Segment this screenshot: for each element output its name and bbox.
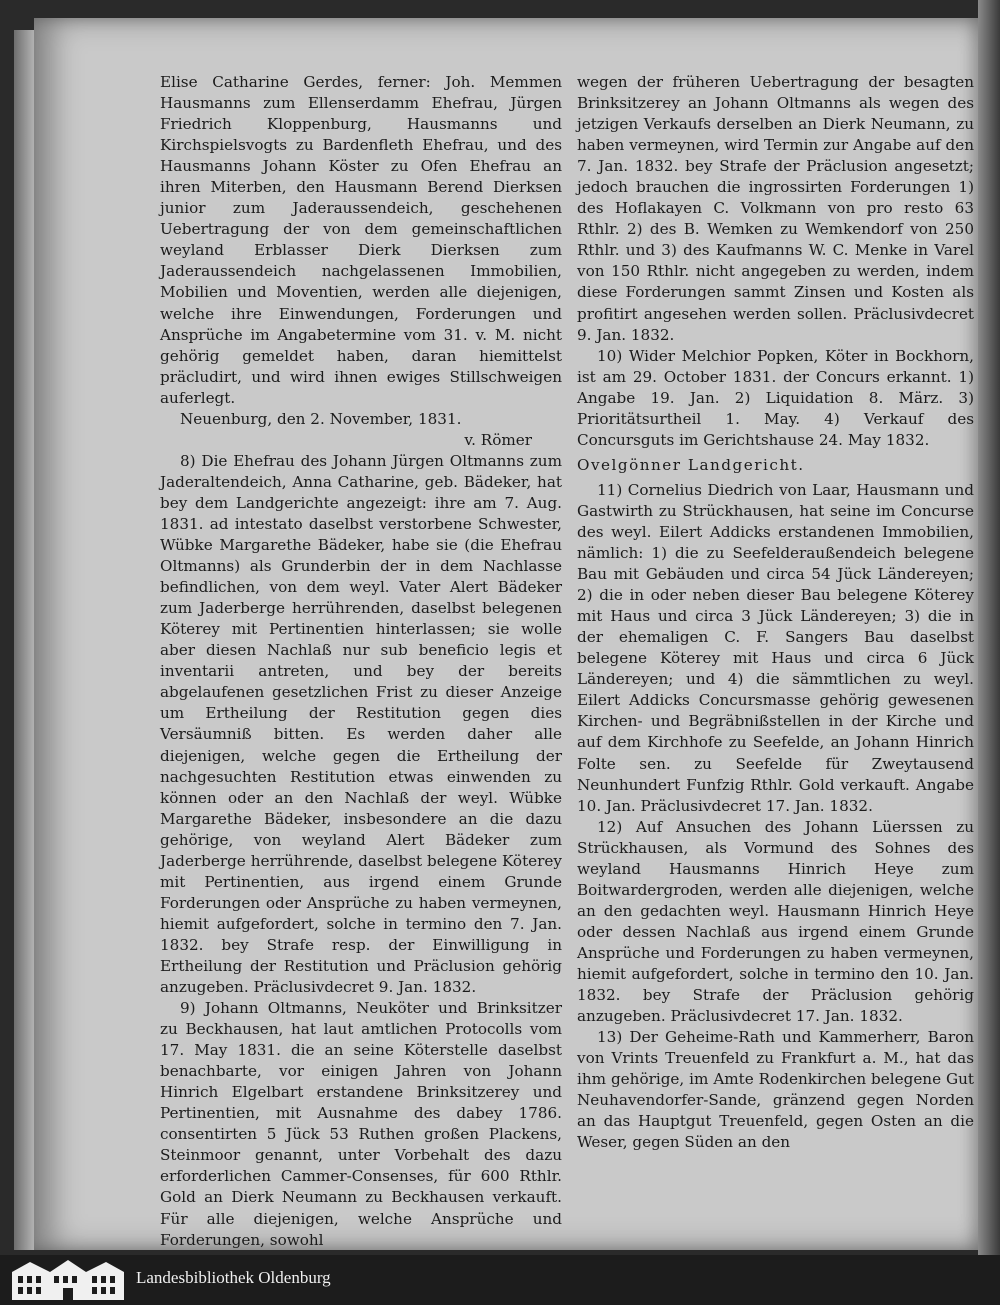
notice-12: 12) Auf Ansuchen des Johann Lüerssen zu Strückhausen, als Vormund des Sohnes des weyland Hausmanns Hinrich Heye zum Boitwardergroden, werden alle diejenigen, welche an den gedachten weyl. Hausmann Hinrich Heye oder dessen Nachlaß aus irgend einem Grunde Ansprüche und Forderungen zu haben vermeynen, hiemit aufgefordert, solche in termino den 10. Jan. 1832. bey Strafe der Präclusion gehörig anzugeben. Präclusivdecret 17. Jan. 1832. [577,817,974,1026]
footer-bar [0,1255,1000,1305]
section-heading-ovelgoenne: Ovelgönner Landgericht. [577,455,805,474]
notice-9-continued: wegen der früheren Uebertragung der besagten Brinksitzerey an Johann Oltmanns als wegen des jetzigen Verkaufs derselben an Dierk Neumann, zu haben vermeynen, wird Termin zur Angabe auf den 7. Jan. 1832. bey Strafe der Präclusion angesetzt; jedoch brauchen die ingrossirten Forderungen 1) des Hoflakayen C. Volkmann von pro resto 63 Rthlr. 2) des B. Wemken zu Wemkendorf von 250 Rthlr. und 3) des Kaufmanns W. C. Menke in Varel von 150 Rthlr. nicht angegeben zu werden, indem diese Forderungen sammt Zinsen und Kosten als profitirt angesehen werden sollen. Präclusivdecret 9. Jan. 1832. [577,73,974,344]
library-building-icon[interactable] [10,1258,126,1302]
notice-10: 10) Wider Melchior Popken, Köter in Bockhorn, ist am 29. October 1831. der Concurs erkannt. 1) Angabe 19. Jan. 2) Liquidation 8. März. 3) Prioritätsurtheil 1. May. 4) Verkauf des Concursguts im Gerichtshause 24. May 1832. [577,346,974,449]
notice-8: 8) Die Ehefrau des Johann Jürgen Oltmanns zum Jaderaltendeich, Anna Catharine, geb. Bädeker, hat bey dem Landgerichte angezeigt: ihre am 7. Aug. 1831. ad intestato daselbst verstorbene Schwester, Wübke Margarethe Bädeker, habe sie (die Ehefrau Oltmanns) als Grunderbin der in dem Nachlasse befindlichen, von dem weyl. Vater Alert Bädeker zum Jaderberge herrührenden, daselbst belegenen Köterey mit Pertinentien hinterlassen; sie wolle aber diesen Nachlaß nur sub beneficio legis et inventarii antreten, und bey der bereits abgelaufenen gesetzlichen Frist zu dieser Anzeige um Ertheilung der Restitution gegen dies Versäumniß bitten. Es werden daher alle diejenigen, welche gegen die Ertheilung der nachgesuchten Restitution etwas einwenden zu können oder an den Nachlaß der weyl. Wübke Margarethe Bädeker, insbesondere an die dazu gehörige, von weyland Alert Bädeker zum Jaderberge herrührende, daselbst belegene Köterey mit Pertinentien, aus irgend einem Grunde Forderungen oder Ansprüche zu haben vermeynen, hiemit aufgefordert, solche in termino den 7. Jan. 1832. bey Strafe resp. der Einwilligung in Ertheilung der Restitution und Präclusion gehörig anzugeben. Präclusivdecret 9. Jan. 1832. [160,451,562,997]
signature-roemer: v. Römer [464,430,532,449]
library-name[interactable]: Landesbibliothek Oldenburg [136,1268,331,1287]
left-text-column [160,72,562,1251]
notice-11: 11) Cornelius Diedrich von Laar, Hausmann und Gastwirth zu Strückhausen, hat seine im Concurse des weyl. Eilert Addicks erstandenen Immobilien, nämlich: 1) die zu Seefelderaußendeich belegene Bau mit Gebäuden und circa 54 Jück Ländereyen; 2) die in oder neben dieser Bau belegene Köterey mit Haus und circa 3 Jück Ländereyen; 3) die in der ehemaligen C. F. Sangers Bau daselbst belegene Köterey mit Haus und circa 6 Jück Ländereyen; und 4) die sämmtlichen zu weyl. Eilert Addicks Concursmasse gehörig gewesenen Kirchen- und Begräbnißstellen in der Kirche und auf dem Kirchhofe zu Seefelde, an Johann Hinrich Folte sen. zu Seefelde für Zweytausend Neunhundert Funfzig Rthlr. Gold verkauft. Angabe 10. Jan. Präclusivdecret 17. Jan. 1832. [577,480,974,815]
notice-9: 9) Johann Oltmanns, Neuköter und Brinksitzer zu Beckhausen, hat laut amtlichen Protocolls vom 17. May 1831. die an seine Köterstelle daselbst benachbarte, vor einigen Jahren von Johann Hinrich Elgelbart erstandene Brinksitzerey und Pertinentien, mit Ausnahme des dabey 1786. consentirten 5 Jück 53 Ruthen großen Plackens, Steinmoor genannt, unter Vorbehalt des dazu erforderlichen Cammer-Consenses, für 600 Rthlr. Gold an Dierk Neumann zu Beckhausen verkauft. Für alle diejenigen, welche Ansprüche und Forderungen, sowohl [160,999,562,1249]
dateline-neuenburg: Neuenburg, den 2. November, 1831. [180,409,462,428]
paragraph-continuation: Elise Catharine Gerdes, ferner: Joh. Memmen Hausmanns zum Ellenserdamm Ehefrau, Jürgen Friedrich Kloppenburg, Hausmanns und Kirchspielsvogts zu Bardenfleth Ehefrau, und des Hausmanns Johann Köster zu Ofen Ehefrau an ihren Miterben, den Hausmann Berend Dierksen junior zum Jaderaussendeich, geschehenen Uebertragung der von dem gemeinschaftlichen weyland Erblasser Dierk Dierksen zum Jaderaussendeich nachgelassenen Immobilien, Mobilien und Moventien, werden alle diejenigen, welche ihre Einwendungen, Forderungen und Ansprüche im Angabetermine vom 31. v. M. nicht gehörig gemeldet haben, daran hiemittelst präcludirt, und wird ihnen ewiges Stillschweigen auferlegt. [160,73,562,407]
notice-13: 13) Der Geheime-Rath und Kammerherr, Baron von Vrints Treuenfeld zu Frankfurt a. M., hat das ihm gehörige, im Amte Rodenkirchen belegene Gut Neuhavendorfer-Sande, gränzend gegen Norden an das Hauptgut Treuenfeld, gegen Osten an die Weser, gegen Süden an den [577,1028,974,1152]
right-text-column [577,72,974,1153]
page-stack-edge-left [14,30,36,1250]
page-edge-right [978,0,1000,1255]
